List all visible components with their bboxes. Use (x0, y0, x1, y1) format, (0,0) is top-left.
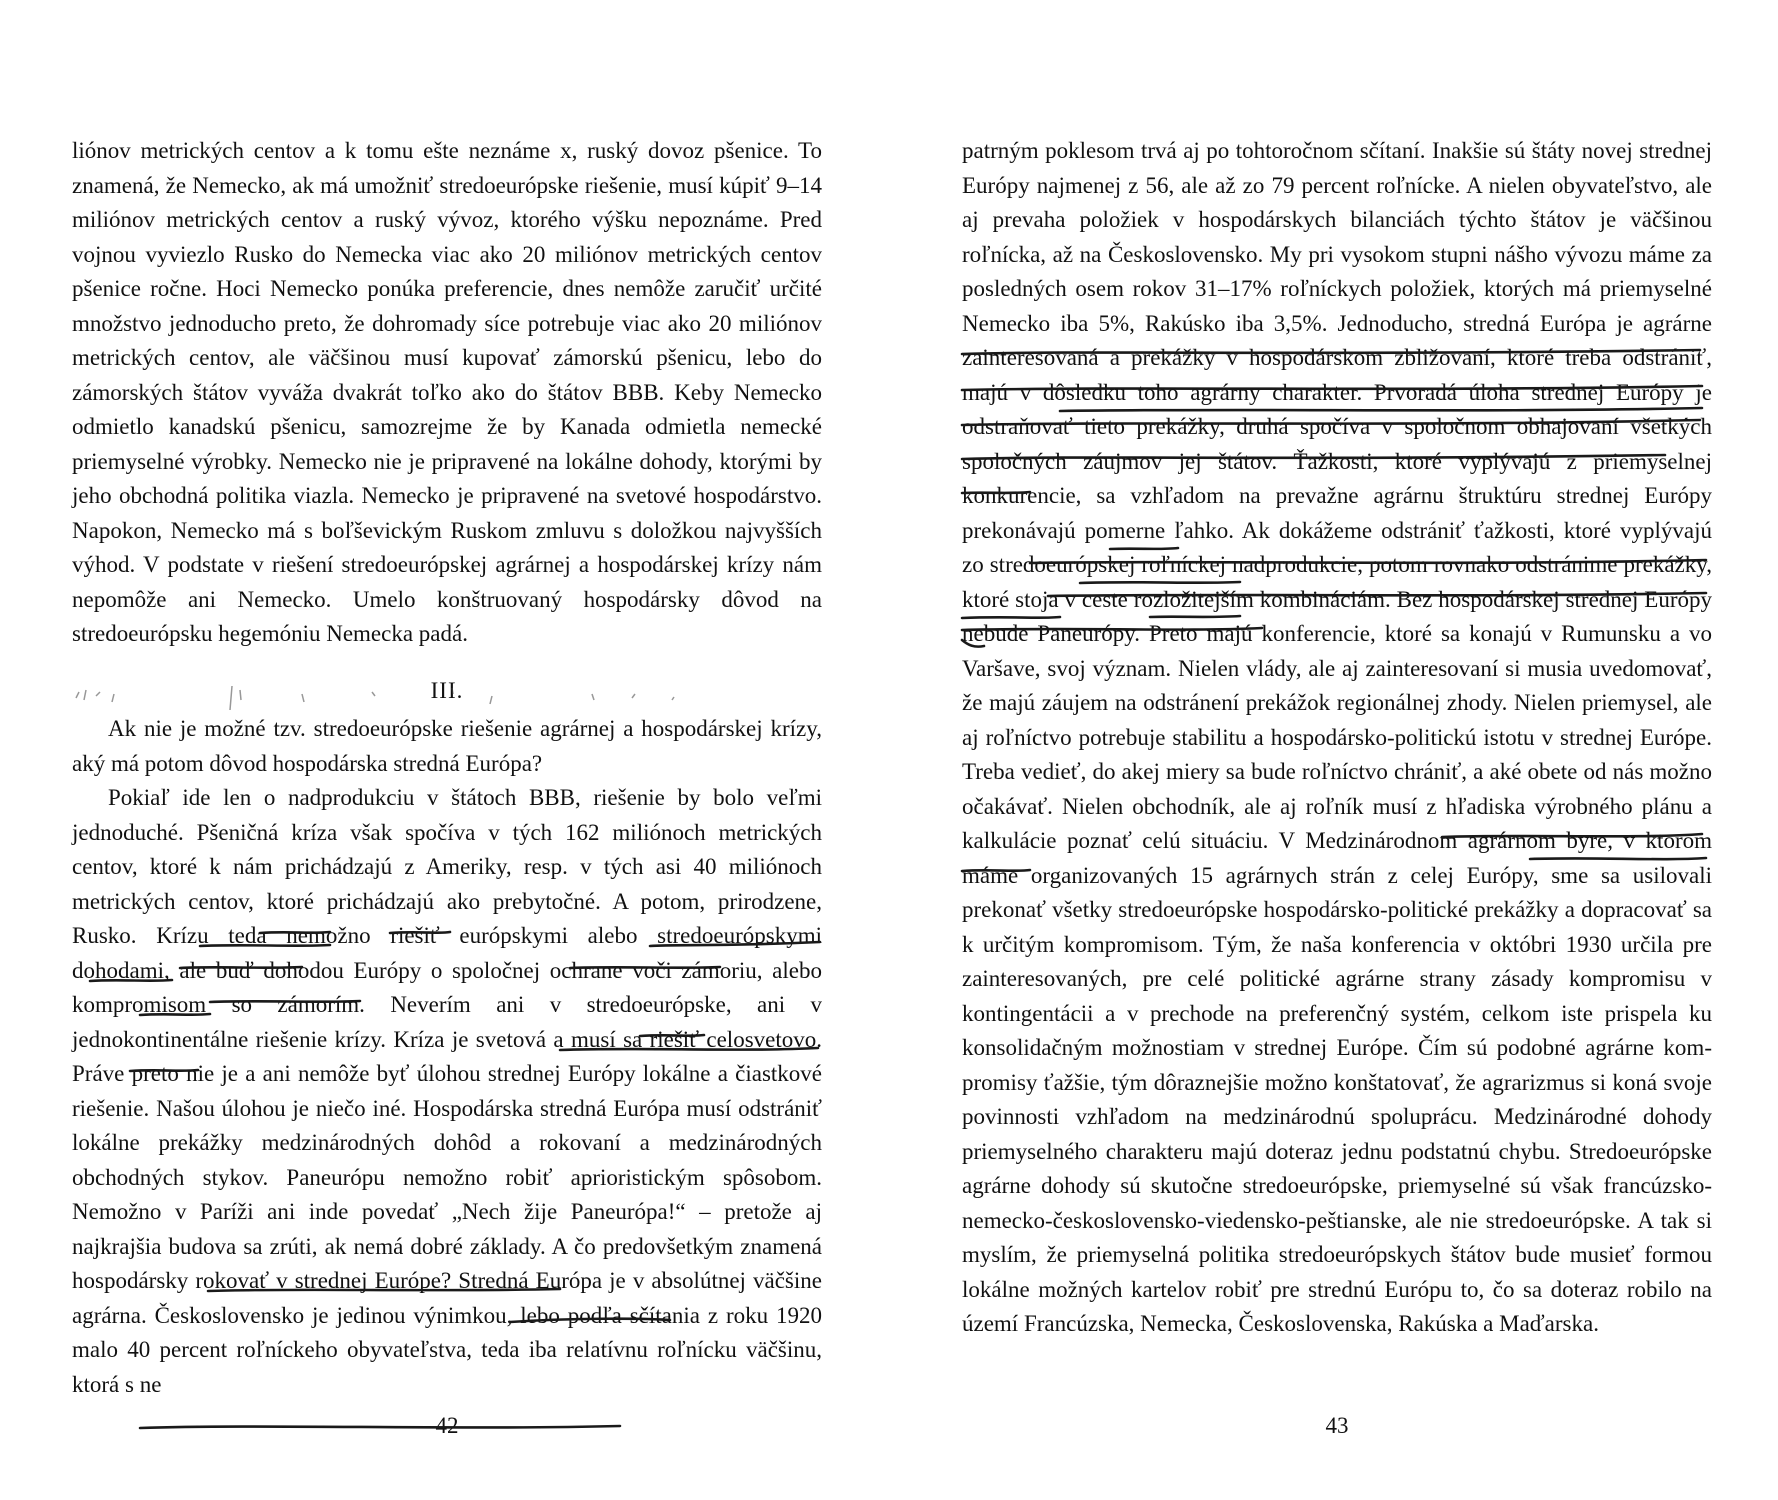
left-paragraph-2: Ak nie je možné tzv. stredoeurópske riešenie agrárnej a hospodárskej krízy, aký má potom dôvod hospodárska stredná Európa? (72, 716, 822, 776)
page-number-right: 43 (1325, 1413, 1349, 1438)
left-page (72, 134, 822, 1402)
pen-underline (140, 1426, 620, 1428)
section-heading: III. (430, 677, 464, 703)
scan-noise-marks (72, 678, 772, 718)
left-paragraph-1: liónov metrických centov a k tomu ešte neznáme x, ruský dovoz pšenice. To znamená, že Nemecko, ak má umožniť stredoeurópske riešenie, musí kúpiť 9–14 miliónov metrických centov a ruský vývoz, ktorého výšku nepoznáme. Pred vojnou vyviezlo Rusko do Nemecka viac ako 20 miliónov metrických centov pšenice ročne. Hoci Nemecko ponúka preferencie, dnes nemôže zaručiť určité množstvo jednoducho preto, že dohromady síce potrebuje viac ako 20 miliónov metrických centov, ale väčšinou musí kupovať zámorskú pšenicu, lebo do zámorských štátov vyváža dvakrát toľko ako do štátov BBB. Keby Nemecko odmietlo kanadskú pšenicu, samozrejme že by Kanada odmietla nemecké priemyselné výrobky. Nemecko nie je pripravené na lokálne dohody, ktorými by jeho obchodná politika viazla. Nemecko je pripravené na svetové hospodárstvo. Napokon, Nemecko má s boľševickým Ruskom zmluvu s doložkou najvyšších výhod. V podstate v riešení stredoeurópskej agrárnej a hospodárskej krízy nám nepomôže ani Nemecko. Umelo konštruovaný hospodársky dôvod na stredoeurópsku hegemóniu Nemecka padá. (72, 138, 822, 646)
right-paragraph-1: patrným poklesom trvá aj po tohtoročnom sčítaní. Inakšie sú štáty novej strednej Európy najmenej z 56, ale až zo 79 percent roľnícke. A nielen obyvateľstvo, ale aj prevaha položiek v hospodárskych bilanciách týchto štátov je väčšinou roľnícka, až na Československo. My pri vysokom stupni nášho vývozu máme za posledných osem rokov 31–17% roľníckych položiek, ktorých má priemyselné Nemecko iba 5%, Rakúsko iba 3,5%. Jednoducho, stredná Európa je agrárne zainteresovaná a prekážky v hospodárskom zbližovaní, ktoré treba odstrániť, majú v dôsledku toho agrárny charakter. Prvoradá úloha strednej Európy je odstraňovať tieto prekážky, druhá spočíva v spoločnom obhajovaní všetkých spoločných záujmov jej štátov. Ťažkosti, ktoré vyplývajú z priemyselnej konkurencie, sa vzhľadom na prevažne agrárnu štruktúru strednej Európy prekonávajú pomerne ľahko. Ak dokážeme odstrániť ťažkosti, ktoré vyplývajú zo stredoeurópskej roľníckej nadprodukcie, potom rovnako odstránime prekážky, ktoré stoja v ceste rozložitejším kombináciám. Bez hospodárskej strednej Európy nebude Paneurópy. Preto majú konferencie, ktoré sa konajú v Rumunsku a vo Varšave, svoj význam. Nielen vlády, ale aj zainteresovaní si musia uvedomovať, že majú záujem na odstránení prekážok regionálnej zhody. Nielen priemysel, ale aj roľníctvo potrebuje stabilitu a hospodársko-politickú istotu v strednej Európe. Treba vedieť, do akej miery sa bude roľníctvo chrániť, a aké obete od nás možno očakávať. Nielen obchodník, ale aj roľník musí z hľadiska výrobného plánu a kalkulácie poznať celú situáciu. V Medzinárodnom agrárnom byre, v ktorom máme organizovaných 15 agrárnych strán z celej Európy, sme sa usilovali prekonať všetky stredoeurópske hospodársko-politické prekážky a dopracovať sa k určitým kompromisom. Tým, že naša konferencia v októbri 1930 určila pre zainteresovaných, pre celé politické agrárne strany zásady kompromisu v kontingentácii a v prechode na preferenčný systém, celkom iste prispela ku konsolidačným možnostiam v strednej Európe. Čím sú podobné agrárne kompromisy ťažšie, tým dôraznejšie možno konštatovať, že agrarizmus si koná svoje povinnosti vzhľadom na medzinárodnú spoluprácu. Medzinárodné dohody priemyselného charakteru majú doteraz jednu podstatnú chybu. Stredoeurópske agrárne dohody sú skutočne stredoeurópske, priemyselné sú však francúzsko-nemecko-československo-viedensko-peštianske, ale nie stredoeurópske. A tak si myslím, že priemyselná politika stredoeurópskych štátov bude musieť formou lokálne možných kartelov robiť pre strednú Európu to, čo sa doteraz robilo na území Francúzska, Nemecka, Československa, Rakúska a Maďarska. (962, 138, 1712, 1336)
page-number-left: 42 (435, 1413, 459, 1438)
left-paragraph-3: Pokiaľ ide len o nadprodukciu v štátoch BBB, riešenie by bolo veľmi jednoduché. Pšeničná kríza však spočíva v tých 162 miliónoch metrických centov, ktoré k nám prichádzajú z Ameriky, resp. v tých asi 40 miliónoch metrických centov, ktoré prichádzajú ako prebytočné. A potom, prirodzene, Rusko. Krízu teda nemožno riešiť európskymi alebo stredoeurópskymi dohodami, ale buď dohodou Európy o spoločnej ochrane voči zámoriu, alebo kompromisom so zámorím. Neverím ani v stredoeurópske, ani v jednokontinentálne riešenie krízy. Kríza je svetová a musí sa riešiť celosvetovo. Práve preto nie je a ani nemôže byť úlohou strednej Európy lokálne a čiastkové riešenie. Našou úlohou je niečo iné. Hospodárska stredná Európa musí odstrániť lokálne prekážky medzinárodných dohôd a rokovaní a medzinárodných obchodných stykov. Paneurópu nemožno robiť aprioristickým spôsobom. Nemožno v Paríži ani inde povedať „Nech žije Paneurópa!“ – pretože aj najkrajšia budova sa zrúti, ak nemá dobré základy. A čo predovšetkým znamená hospodársky rokovať v strednej Európe? Stredná Európa je v absolútnej väčšine agrárna. Československo je jedinou výnimkou, lebo podľa sčítania z roku 1920 malo 40 percent roľníckeho obyvateľstva, teda iba relatívnu roľnícku väčšinu, ktorá s ne (72, 785, 822, 1397)
right-page (962, 134, 1712, 1342)
